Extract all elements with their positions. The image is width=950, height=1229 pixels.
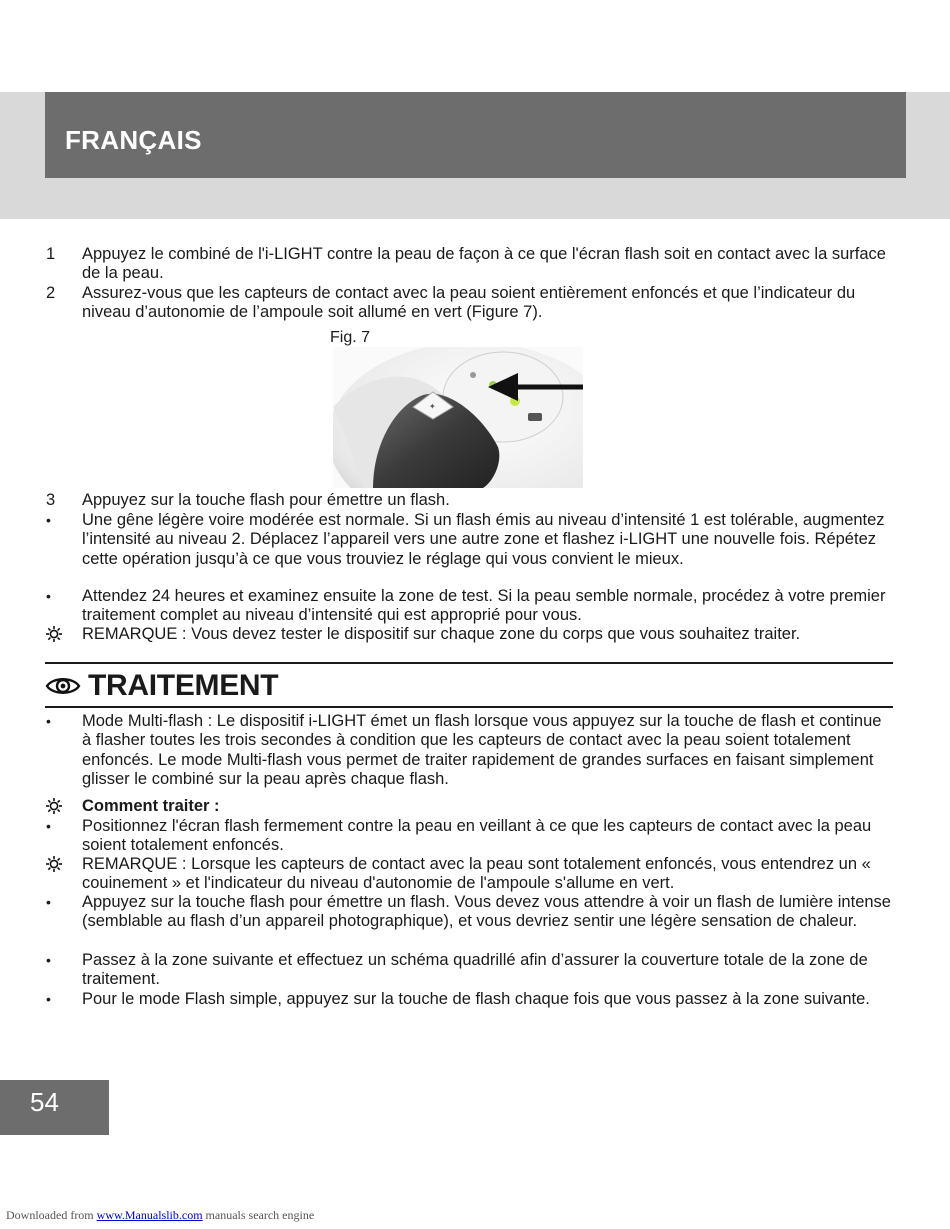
page-number: 54 — [30, 1087, 59, 1117]
list-item — [45, 587, 895, 626]
list-text: Mode Multi-flash : Le dispositif i-LIGHT émet un flash lorsque vous appuyez sur la touche de flash et continue à flasher toutes les trois secondes à condition que les capteurs de contact avec la peau soient totalement enfoncés. Le mode Multi-flash vous permet de traiter rapidement de grandes surfaces en faisant simplement glisser le combiné sur la peau après chaque flash. — [82, 712, 882, 788]
note-item — [45, 625, 895, 644]
bullet: • — [46, 713, 51, 729]
list-text: Appuyez sur la touche flash pour émettre un flash. Vous devez vous attendre à voir un flash de lumière intense (semblable au flash d’un appareil photographique), et vous devriez sentir une légère sensation de chaleur. — [82, 893, 891, 931]
page-number-box — [0, 1080, 109, 1135]
step-number: 2 — [46, 284, 56, 302]
list-item — [45, 893, 895, 932]
language-title: FRANÇAIS — [65, 125, 202, 155]
section-rule-top — [45, 662, 893, 664]
list-item — [45, 712, 895, 789]
footer-prefix: Downloaded from — [6, 1208, 94, 1222]
bullet: • — [46, 818, 51, 834]
list-item — [45, 817, 895, 856]
bullet: • — [46, 894, 51, 910]
step-text: Appuyez sur la touche flash pour émettre un flash. — [82, 491, 450, 509]
svg-text:✦: ✦ — [429, 402, 436, 411]
eye-icon — [45, 673, 81, 699]
section-rule-bottom — [45, 706, 893, 708]
step-1 — [45, 245, 895, 284]
list-text: Positionnez l'écran flash fermement contre la peau en veillant à ce que les capteurs de contact avec la peau soient totalement enfoncés. — [82, 817, 872, 855]
list-text: Une gêne légère voire modérée est normale. Si un flash émis au niveau d’intensité 1 est tolérable, augmentez l’intensité au niveau 2. Déplacez l’appareil vers une autre zone et flashez i-LIGHT une nouvelle fois. Répétez cette opération jusqu’à ce que vous trouviez le réglage qui vous convient le mieux. — [82, 511, 885, 568]
list-text: Pour le mode Flash simple, appuyez sur la touche de flash chaque fois que vous passez à la zone suivante. — [82, 990, 870, 1008]
note-sun-icon — [45, 855, 75, 878]
bullet: • — [46, 991, 51, 1007]
note-text: REMARQUE : Lorsque les capteurs de contact avec la peau sont totalement enfoncés, vous entendrez un « couinement » et l'indicateur du niveau d'autonomie de l'ampoule s'allume en vert. — [82, 855, 871, 893]
footer-link[interactable]: www.Manualslib.com — [96, 1208, 203, 1222]
note-item — [45, 855, 895, 894]
list-item — [45, 990, 895, 1009]
list-item — [45, 951, 895, 990]
section-title: TRAITEMENT — [88, 669, 279, 702]
language-header — [45, 92, 906, 178]
step-3 — [45, 491, 895, 510]
note-text: REMARQUE : Vous devez tester le dispositif sur chaque zone du corps que vous souhaitez traiter. — [82, 625, 801, 643]
step-number: 3 — [46, 491, 56, 509]
bullet: • — [46, 588, 51, 604]
list-text: Passez à la zone suivante et effectuez un schéma quadrillé afin d’assurer la couverture totale de la zone de traitement. — [82, 951, 868, 989]
note-item — [45, 797, 895, 816]
footer — [6, 1208, 314, 1223]
list-text: Attendez 24 heures et examinez ensuite la zone de test. Si la peau semble normale, procédez à votre premier traitement complet au niveau d’intensité qui est approprié pour vous. — [82, 587, 886, 625]
step-number: 1 — [46, 245, 56, 263]
step-2 — [45, 284, 895, 323]
step-text: Assurez-vous que les capteurs de contact avec la peau soient entièrement enfoncés et que l’indicateur du niveau d’autonomie de l’ampoule soit allumé en vert (Figure 7). — [82, 284, 856, 322]
footer-suffix: manuals search engine — [205, 1208, 315, 1222]
list-item — [45, 511, 895, 569]
note-sun-icon — [45, 625, 75, 648]
bullet: • — [46, 512, 51, 528]
bullet: • — [46, 952, 51, 968]
subheading-text: Comment traiter : — [82, 797, 220, 815]
step-text: Appuyez le combiné de l'i-LIGHT contre la peau de façon à ce que l'écran flash soit en contact avec la surface de la peau. — [82, 245, 886, 283]
figure-label: Fig. 7 — [330, 329, 371, 346]
device-photo — [333, 347, 583, 488]
